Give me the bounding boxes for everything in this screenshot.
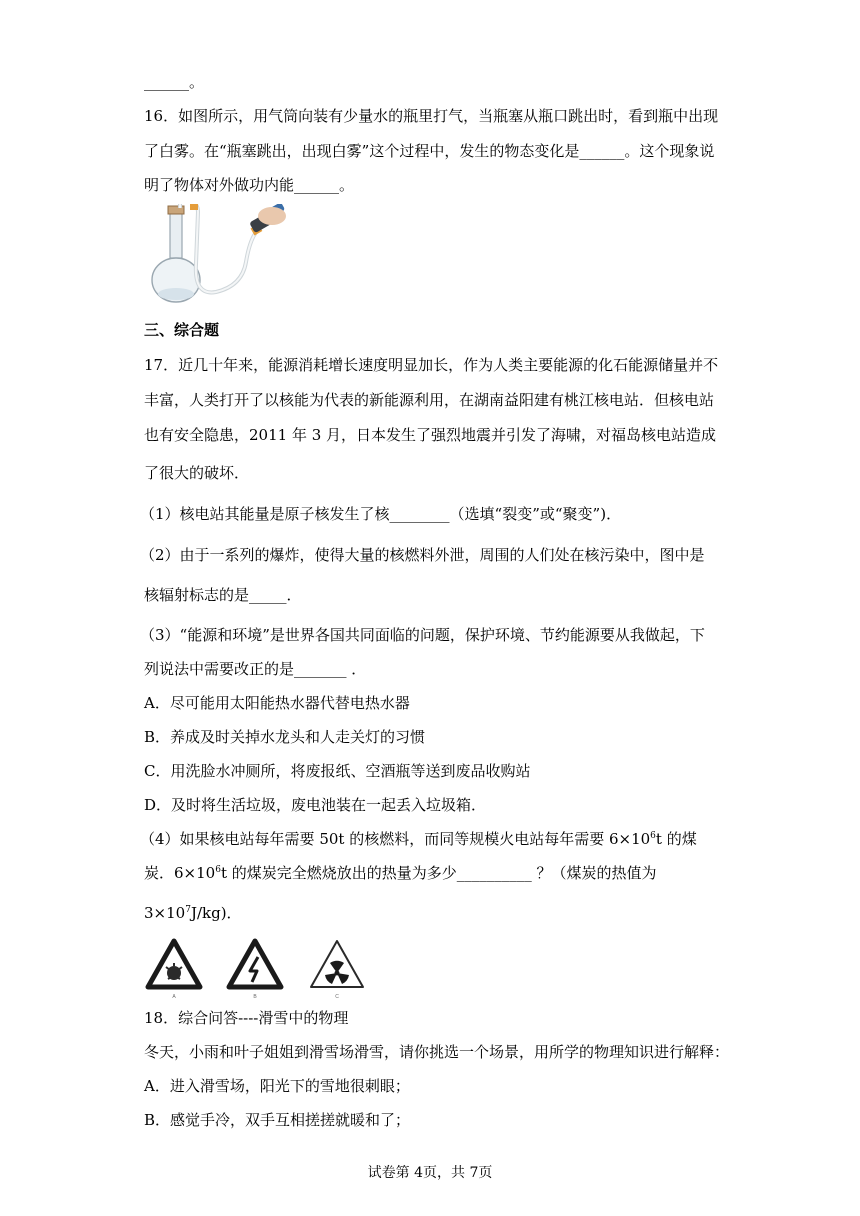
previous-question-blank: ______。 [144,73,205,91]
warning-sign-c-icon [311,941,363,1000]
q18-option-a: A．进入滑雪场，阳光下的雪地很刺眼； [144,1077,410,1095]
q17-sub-2-line-1: （2）由于一系列的爆炸，使得大量的核燃料外泄，周围的人们处在核污染中，图中是 [140,546,705,564]
svg-text:B: B [253,994,257,1000]
section-3-title: 三、综合题 [144,321,220,339]
q16-line-2: 了白雾。在“瓶塞跳出，出现白雾”这个过程中，发生的物态变化是______。这个现象说 [144,142,715,160]
svg-text:C: C [335,994,339,1000]
q17-paragraph-line-2: 丰富，人类打开了以核能为代表的新能源利用，在湖南益阳建有桃江核电站．但核电站 [144,391,715,409]
q17-option-b: B．养成及时关掉水龙头和人走关灯的习惯 [144,728,426,746]
q17-sub-4-line-2: 炭．$6\times 10^6t$ 的煤炭完全燃烧放出的热量为多少__________ ？（煤炭的热值为 [144,864,657,882]
q17-option-d: D．及时将生活垃圾，废电池装在一起丢入垃圾箱． [144,796,487,814]
q17-sub-4-line-1: （4）如果核电站每年需要 50t 的核燃料，而同等规模火电站每年需要 $6\times 10^6t$ 的煤 [140,830,697,848]
q17-option-a: A．尽可能用太阳能热水器代替电热水器 [144,694,410,712]
warning-signs-figure [144,937,370,1001]
q17-option-c: C．用洗脸水冲厕所，将废报纸、空酒瓶等送到废品收购站 [144,762,531,780]
q18-intro: 冬天，小雨和叶子姐姐到滑雪场滑雪，请你挑选一个场景，用所学的物理知识进行解释： [144,1043,730,1061]
q17-sub-4-line-3: $3\times 10^7J/kg$)． [144,904,242,922]
q18-option-b: B．感觉手冷，双手互相搓搓就暖和了； [144,1111,411,1129]
q17-paragraph-line-3: 也有安全隐患，2011 年 3 月，日本发生了强烈地震并引发了海啸，对福岛核电站造成 [144,426,717,444]
q17-paragraph-line-1: 17．近几十年来，能源消耗增长速度明显加长，作为人类主要能源的化石能源储量并不 [144,356,719,374]
page-footer: 试卷第 4页，共 7页 [367,1165,493,1181]
q17-sub-3-line-1: （3）“能源和环境”是世界各国共同面临的问题，保护环境、节约能源要从我做起，下 [140,626,705,644]
warning-sign-a-icon [148,941,200,1000]
flask-pump-figure [146,204,286,310]
warning-sign-b-icon [229,941,281,1000]
q16-line-3: 明了物体对外做功内能______。 [144,176,355,194]
q16-line-1: 16．如图所示，用气筒向装有少量水的瓶里打气，当瓶塞从瓶口跳出时，看到瓶中出现 [144,107,719,125]
q18-title: 18．综合问答----滑雪中的物理 [144,1009,349,1027]
svg-text:A: A [172,994,176,1000]
q17-sub-3-line-2: 列说法中需要改正的是_______ ． [144,660,367,678]
q17-paragraph-line-4: 了很大的破坏． [144,464,250,482]
q17-sub-2-line-2: 核辐射标志的是_____． [144,586,302,604]
q17-sub-1: （1）核电站其能量是原子核发生了核________（选填“裂变”或“聚变”)． [140,505,622,523]
